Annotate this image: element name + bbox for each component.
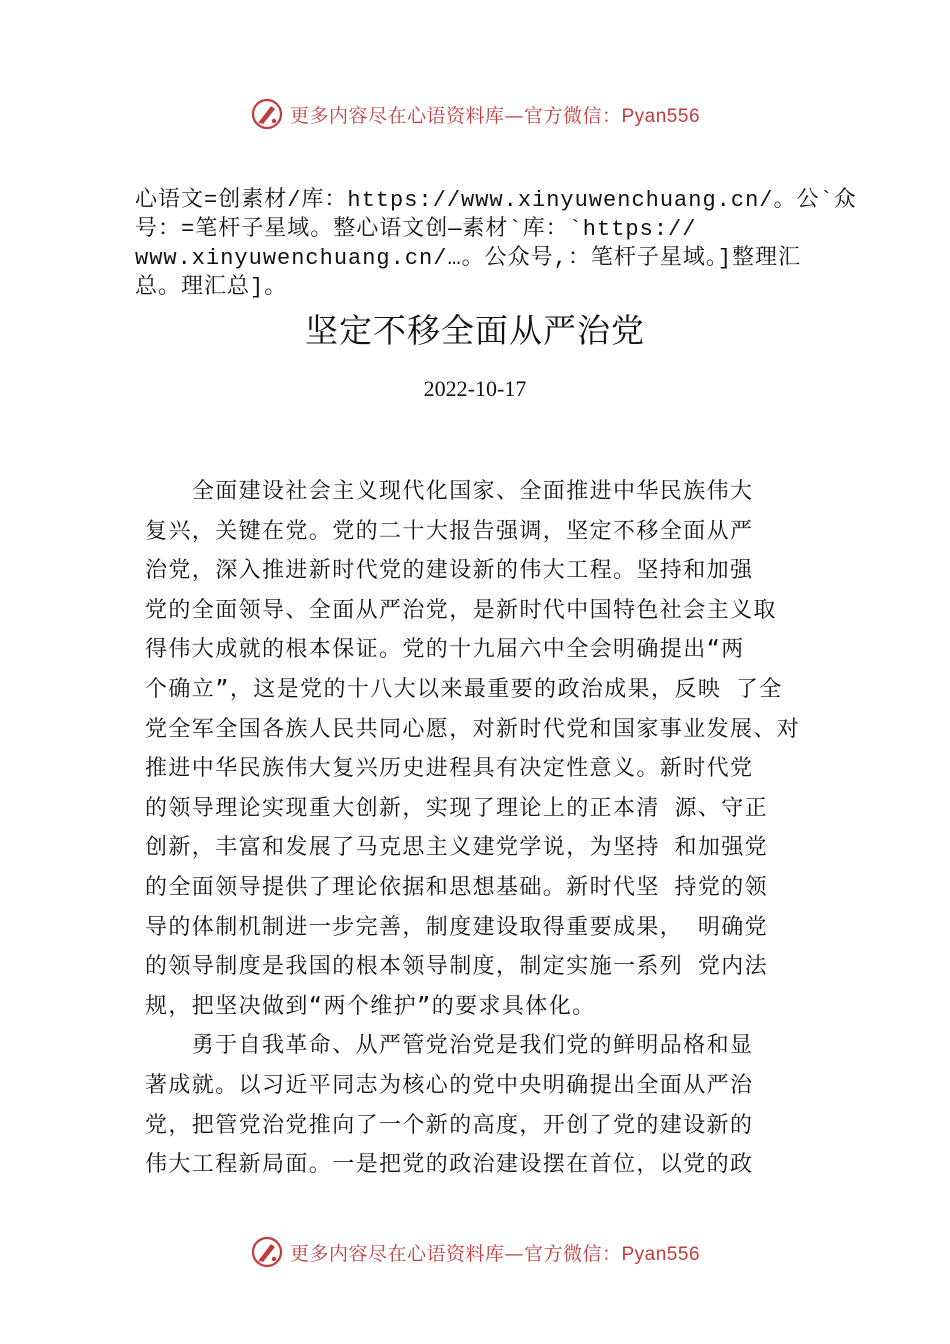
- body-line: 个确立”，这是党的十八大以来最重要的政治成果，反映 了全: [145, 676, 783, 702]
- body-line: 复兴，关键在党。党的二十大报告强调，坚定不移全面从严: [145, 518, 754, 544]
- source-note: [135, 186, 857, 302]
- watermark-handle: Pyan556: [621, 105, 701, 127]
- source-note-line: 总。理汇总]。: [135, 275, 288, 300]
- pen-nib-seal-icon: [250, 97, 284, 131]
- document-date: 2022-10-17: [423, 376, 527, 401]
- body-line: 勇于自我革命、从严管党治党是我们党的鲜明品格和显: [145, 1033, 754, 1059]
- watermark-brand: 更多内容尽在心语资料库—官方微信：: [289, 1242, 622, 1265]
- watermark-handle: Pyan556: [621, 1243, 701, 1265]
- document-title: 坚定不移全面从严治党: [305, 311, 645, 350]
- watermark-text: [290, 101, 700, 128]
- watermark-text: [290, 1239, 700, 1266]
- body-line: 的领导理论实现重大创新，实现了理论上的正本清 源、守正: [145, 795, 769, 821]
- document-body: [145, 472, 845, 1185]
- body-line: 规，把坚决做到“两个维护”的要求具体化。: [145, 993, 596, 1019]
- watermark-brand: 更多内容尽在心语资料库—官方微信：: [289, 104, 622, 127]
- source-note-line: 心语文=创素材/库：https://www.xinyuwenchuang.cn/。公`众: [135, 188, 857, 213]
- body-line: 党，把管党治党推向了一个新的高度，开创了党的建设新的: [145, 1112, 754, 1138]
- body-line: 得伟大成就的根本保证。党的十九届六中全会明确提出“两: [145, 637, 745, 663]
- footer-watermark: [0, 1230, 950, 1274]
- body-line: 的领导制度是我国的根本领导制度，制定实施一系列 党内法: [145, 954, 769, 980]
- body-line: 党的全面领导、全面从严治党，是新时代中国特色社会主义取: [145, 597, 777, 623]
- body-line: 创新，丰富和发展了马克思主义建党学说，为坚持 和加强党: [145, 835, 769, 861]
- body-line: 推进中华民族伟大复兴历史进程具有决定性意义。新时代党: [145, 756, 754, 782]
- body-line: 的全面领导提供了理论依据和思想基础。新时代坚 持党的领: [145, 874, 769, 900]
- source-note-line: www.xinyuwenchuang.cn/…。公众号,：笔杆子星域。]整理汇: [135, 246, 802, 271]
- body-line: 导的体制机制进一步完善，制度建设取得重要成果， 明确党: [145, 914, 769, 940]
- source-note-line: 号：=笔杆子星域。整心语文创—素材`库：`https://: [135, 217, 697, 242]
- body-line: 党全军全国各族人民共同心愿，对新时代党和国家事业发展、对: [145, 716, 801, 742]
- body-line: 著成就。以习近平同志为核心的党中央明确提出全面从严治: [145, 1072, 754, 1098]
- body-line: 伟大工程新局面。一是把党的政治建设摆在首位，以党的政: [145, 1152, 754, 1178]
- header-watermark: [0, 92, 950, 136]
- body-line: 全面建设社会主义现代化国家、全面推进中华民族伟大: [145, 479, 754, 504]
- body-line: 治党，深入推进新时代党的建设新的伟大工程。坚持和加强: [145, 558, 754, 584]
- pen-nib-seal-icon: [250, 1235, 284, 1269]
